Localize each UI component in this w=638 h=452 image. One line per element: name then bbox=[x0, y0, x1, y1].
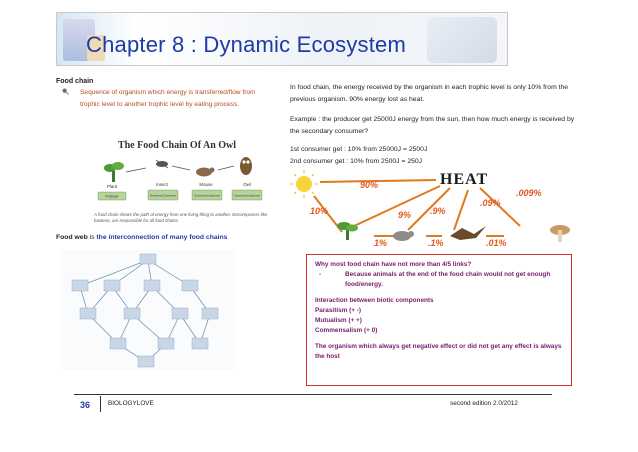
insect-icon bbox=[156, 160, 168, 168]
owl-icon bbox=[240, 157, 252, 175]
organism-node bbox=[138, 356, 154, 367]
answer-line bbox=[315, 270, 563, 290]
organism-node bbox=[144, 280, 160, 291]
mouse-icon bbox=[196, 168, 215, 177]
insect-role: Herbivore/Consumer bbox=[150, 193, 176, 198]
energy-heat-diagram bbox=[290, 164, 580, 256]
organism-node bbox=[140, 254, 156, 264]
food-chain-diagram bbox=[82, 136, 272, 212]
plant-icon bbox=[104, 162, 124, 182]
heat-percent-9: 9% bbox=[398, 210, 412, 220]
organism-node bbox=[192, 338, 208, 349]
transfer-percent-10: 10% bbox=[310, 206, 329, 216]
heat-percent-90: 90% bbox=[360, 180, 379, 190]
footer-divider bbox=[74, 394, 552, 395]
mushroom-icon bbox=[550, 225, 570, 242]
transfer-percent-1: 1% bbox=[374, 238, 388, 248]
food-web-line bbox=[56, 234, 227, 241]
banner-decoration-right bbox=[427, 17, 497, 63]
footer-separator bbox=[100, 396, 101, 412]
food-chain-figure-title: The Food Chain Of An Owl bbox=[117, 140, 237, 151]
organism-node bbox=[110, 338, 126, 349]
interaction-title: Interaction between biotic components bbox=[315, 297, 434, 304]
footer-left-text: BIOLOGYLOVE bbox=[108, 400, 154, 407]
plant-label: Plant bbox=[106, 184, 118, 189]
organism-node bbox=[158, 338, 174, 349]
chapter-title: Chapter 8 : Dynamic Ecosystem bbox=[86, 32, 407, 57]
food-web-diagram bbox=[60, 250, 236, 370]
question-box bbox=[306, 254, 572, 386]
organism-node bbox=[72, 280, 88, 291]
energy-example: Example : the producer get 25000J energy from the sun, then how much energy is received by the secondary consumer? bbox=[290, 116, 575, 135]
organism-node bbox=[182, 280, 198, 291]
food-chain-heading: Food chain bbox=[56, 78, 94, 85]
dash-bullet-icon: - bbox=[319, 271, 322, 278]
food-web-connector: is bbox=[89, 234, 95, 241]
page-number: 36 bbox=[80, 400, 91, 410]
commensalism-text: Commensalism (+ 0) bbox=[315, 327, 378, 334]
food-web-definition: the interconnection of many food chains bbox=[96, 234, 228, 241]
footer-right-text: second edition 2.0/2012 bbox=[450, 400, 518, 407]
arrows bbox=[126, 166, 234, 172]
first-consumer-line: 1st consumer get : 10% from 25000J = 2500J bbox=[290, 146, 428, 153]
plant-role: Producer bbox=[105, 194, 119, 199]
parasitism-text: Parasitism (+ -) bbox=[315, 307, 361, 314]
sun-icon bbox=[290, 170, 318, 198]
food-web-label: Food web bbox=[56, 234, 88, 241]
insect-label: Insect bbox=[156, 182, 168, 187]
answer-text: Because animals at the end of the food chain would not get enough food/energy. bbox=[345, 271, 551, 288]
host-note: The organism which always get negative effect or did not get any effect is always the host bbox=[315, 343, 562, 360]
heat-label: HEAT bbox=[440, 171, 489, 188]
owl-food-chain-figure bbox=[82, 136, 272, 236]
pin-bullet-icon bbox=[62, 88, 69, 95]
food-chain-definition: Sequence of organism which energy is transferred/flow from trophic level to another trophic level by eating process. bbox=[80, 89, 256, 108]
heat-percent-0-9: .9% bbox=[430, 206, 446, 216]
transfer-percent-0-1: .1% bbox=[428, 238, 444, 248]
mouse-icon bbox=[393, 231, 414, 241]
question-text: Why most food chain have not more than 4/5 links? bbox=[315, 261, 472, 268]
energy-paragraph: In food chain, the energy received by the organism in each trophic level is only 10% from the previous organism. 90% energy lost as heat. bbox=[290, 84, 569, 103]
heat-percent-0-009: .009% bbox=[516, 188, 542, 198]
organism-node bbox=[172, 308, 188, 319]
owl-label: Owl bbox=[243, 182, 251, 187]
mutualism-text: Mutualism (+ +) bbox=[315, 317, 362, 324]
mouse-role: Omnivore/Consumer bbox=[194, 193, 220, 198]
organism-node bbox=[202, 308, 218, 319]
organism-node bbox=[104, 280, 120, 291]
organism-node bbox=[124, 308, 140, 319]
second-consumer-line: 2nd consumer get : 10% from 2500J = 250J bbox=[290, 158, 423, 165]
mouse-label: Mouse bbox=[199, 182, 213, 187]
heat-percent-0-09: .09% bbox=[480, 198, 501, 208]
transfer-percent-0-01: .01% bbox=[486, 238, 507, 248]
organism-node bbox=[80, 308, 96, 319]
food-chain-figure-caption: A food chain shows the path of energy from one living thing to another. Decomposers like bacteria, are responsible for all food chains. bbox=[94, 212, 268, 223]
owl-role: Carnivore/Consumer bbox=[234, 193, 260, 198]
